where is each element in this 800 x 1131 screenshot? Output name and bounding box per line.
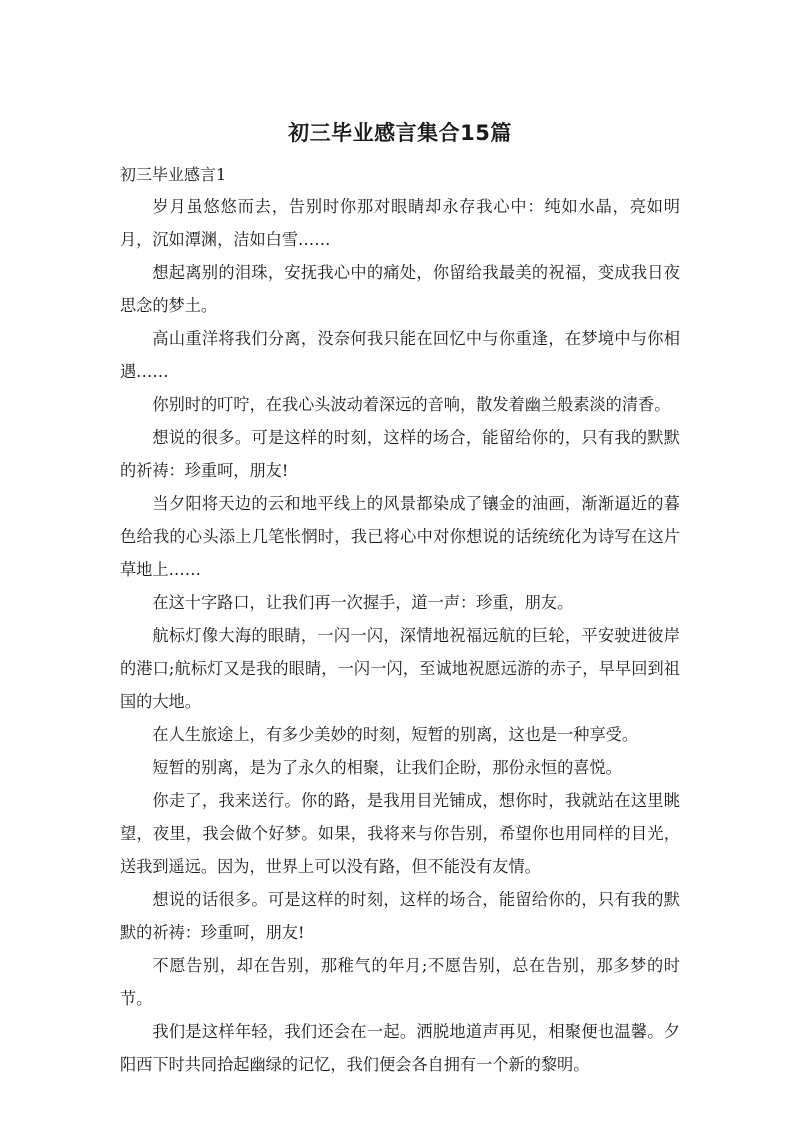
- paragraph-7: 在这十字路口，让我们再一次握手，道一声：珍重，朋友。: [152, 593, 574, 612]
- document-body: [120, 160, 680, 1081]
- paragraph-9: 在人生旅途上，有多少美妙的时刻，短暂的别离，这也是一种享受。: [152, 725, 639, 744]
- document-title: 初三毕业感言集合15篇: [288, 121, 512, 145]
- paragraph-12: 想说的话很多。可是这样的时刻，这样的场合，能留给你的，只有我的默默的祈祷：珍重呵，朋友!: [120, 890, 680, 942]
- paragraph-3: 高山重洋将我们分离，没奈何我只能在回忆中与你重逢，在梦境中与你相遇……: [120, 329, 680, 381]
- paragraph-2: 想起离别的泪珠，安抚我心中的痛处，你留给我最美的祝福，变成我日夜思念的梦土。: [120, 263, 680, 315]
- section-heading: 初三毕业感言1: [120, 165, 227, 184]
- paragraph-14: 我们是这样年轻，我们还会在一起。洒脱地道声再见，相聚便也温馨。夕阳西下时共同拾起幽绿的记忆，我们便会各自拥有一个新的黎明。: [120, 1022, 680, 1074]
- paragraph-11: 你走了，我来送行。你的路，是我用目光铺成，想你时，我就站在这里眺望，夜里，我会做个好梦。如果，我将来与你告别，希望你也用同样的目光，送我到遥远。因为，世界上可以没有路，但不能没有友情。: [120, 791, 680, 876]
- paragraph-6: 当夕阳将天边的云和地平线上的风景都染成了镶金的油画，渐渐逼近的暮色给我的心头添上几笔怅惘时，我已将心中对你想说的话统统化为诗写在这片草地上……: [120, 494, 680, 579]
- paragraph-4: 你别时的叮咛，在我心头波动着深远的音响，散发着幽兰般素淡的清香。: [152, 395, 671, 414]
- paragraph-5: 想说的很多。可是这样的时刻，这样的场合，能留给你的，只有我的默默的祈祷：珍重呵，朋友!: [120, 428, 680, 480]
- paragraph-1: 岁月虽悠悠而去，告别时你那对眼睛却永存我心中：纯如水晶，亮如明月，沉如潭渊，洁如白雪……: [120, 197, 680, 249]
- paragraph-10: 短暂的别离，是为了永久的相聚，让我们企盼，那份永恒的喜悦。: [152, 758, 622, 777]
- paragraph-13: 不愿告别，却在告别，那稚气的年月;不愿告别，总在告别，那多梦的时节。: [120, 956, 680, 1008]
- paragraph-8: 航标灯像大海的眼睛，一闪一闪，深情地祝福远航的巨轮，平安驶进彼岸的港口;航标灯又是我的眼睛，一闪一闪，至诚地祝愿远游的赤子，早早回到祖国的大地。: [120, 626, 680, 711]
